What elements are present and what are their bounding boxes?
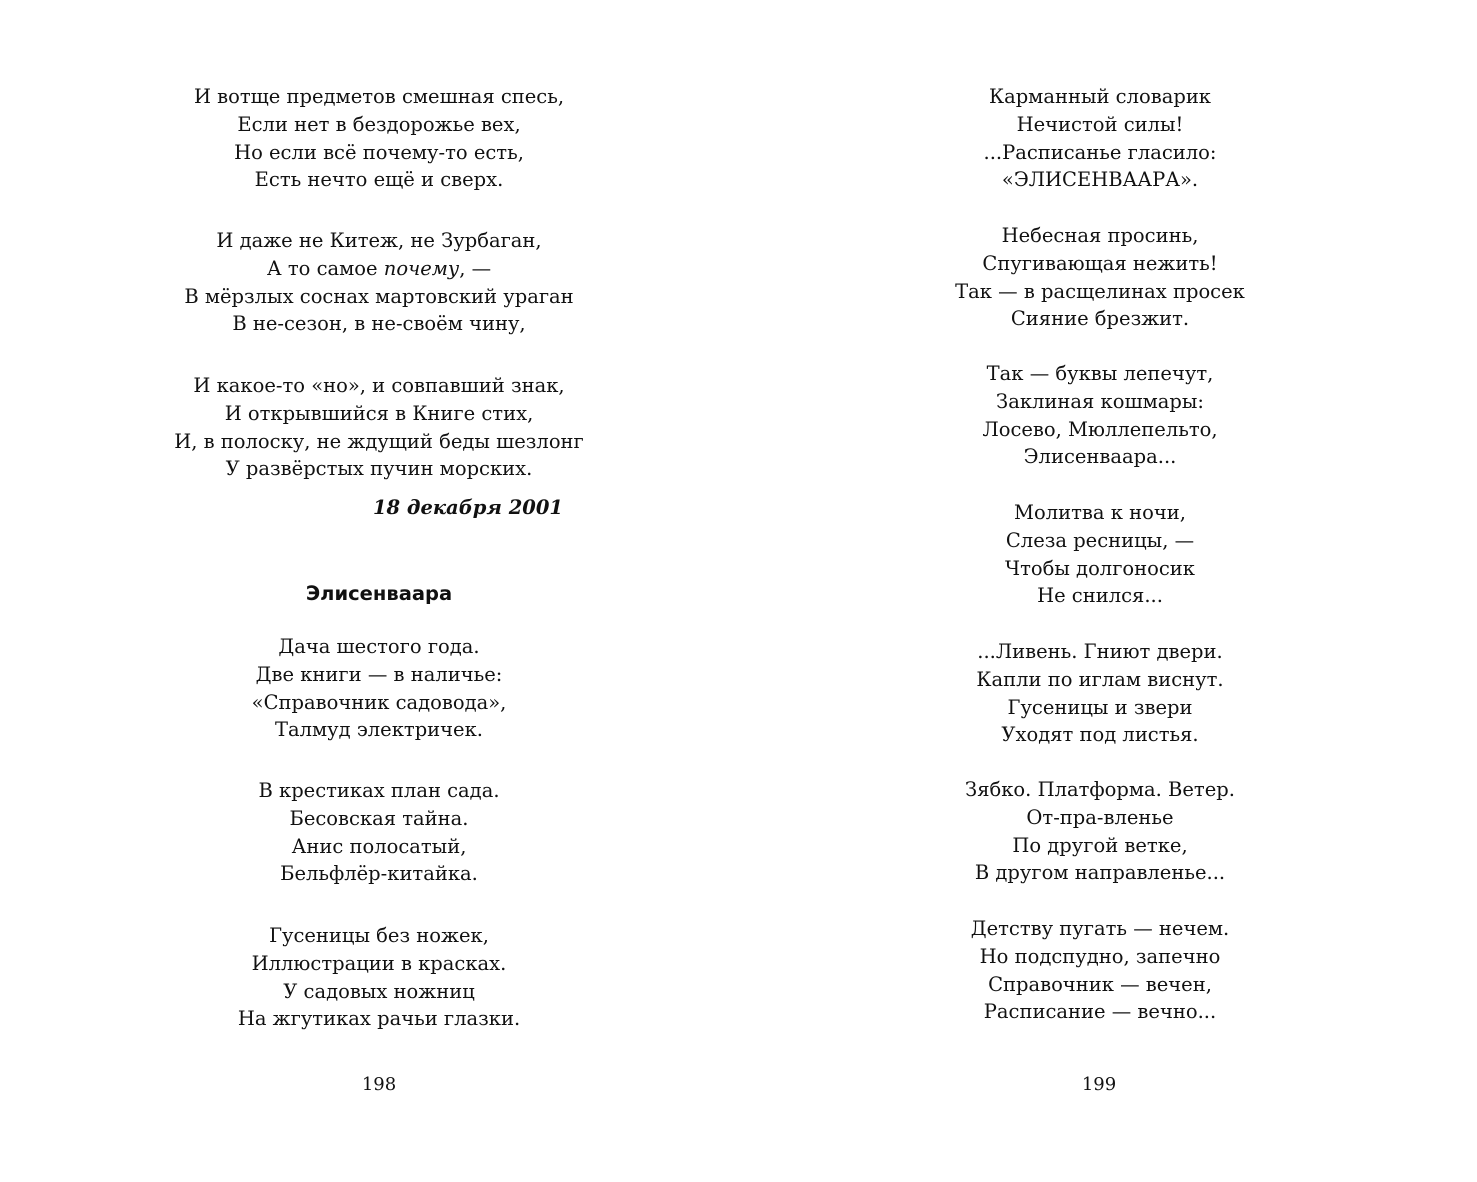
verse-line: Элисенваара... <box>1023 445 1177 469</box>
verse-line: Есть нечто ещё и сверх. <box>254 168 504 192</box>
stanza <box>252 633 507 744</box>
verse-line: У садовых ножниц <box>283 979 475 1003</box>
page-number: 198 <box>361 1074 397 1095</box>
stanza <box>971 915 1230 1026</box>
verse-line: Расписание — вечно... <box>983 1000 1217 1024</box>
verse-line: В крестиках план сада. <box>258 779 500 802</box>
verse-line: Заклиная кошмары: <box>996 389 1204 413</box>
stanza <box>1005 499 1195 610</box>
verse-line: Но подспудно, запечно <box>979 944 1221 968</box>
verse-line: И, в полоску, не ждущий беды шезлонг <box>174 429 584 453</box>
verse-line: В не-сезон, в не-своём чину, <box>232 312 526 336</box>
stanza <box>258 777 499 888</box>
verse-line <box>184 255 573 283</box>
verse-line: На жгутиках рачьи глазки. <box>237 1007 521 1031</box>
verse-line: У развёрстых пучин морских. <box>225 457 533 481</box>
verse-line: Нечистой силы! <box>1016 112 1184 136</box>
stanza <box>983 83 1216 194</box>
verse-line: И вотще предметов смешная спесь, <box>193 85 565 108</box>
stanza <box>184 227 573 338</box>
verse-line: Карманный словарик <box>988 85 1212 108</box>
verse-line: Слеза ресницы, — <box>1005 528 1195 552</box>
verse-text: А то самое <box>266 256 384 280</box>
verse-line: Сияние брезжит. <box>1010 307 1190 331</box>
verse-line: Две книги — в наличье: <box>255 662 503 686</box>
verse-line: Так — в расщелинах просек <box>955 279 1245 303</box>
verse-line: Спугивающая нежить! <box>982 251 1218 275</box>
verse-line: Гусеницы и звери <box>1007 695 1193 719</box>
verse-line: Гусеницы без ножек, <box>269 924 489 947</box>
poem-date: 18 декабря 2001 <box>372 496 563 519</box>
verse-line: По другой ветке, <box>1012 833 1188 857</box>
verse-line: Талмуд электричек. <box>275 718 483 742</box>
verse-line: Анис полосатый, <box>291 834 467 858</box>
verse-line: ...Расписанье гласило: <box>983 140 1217 164</box>
stanza <box>976 638 1223 749</box>
verse-line: И какое-то «но», и совпавший знак, <box>193 374 565 397</box>
verse-line: Не снился... <box>1037 584 1163 608</box>
stanza <box>174 372 584 483</box>
verse-line: Справочник — вечен, <box>988 972 1212 996</box>
verse-line: Детству пугать — нечем. <box>970 917 1230 940</box>
verse-line: Если нет в бездорожье вех, <box>237 112 521 136</box>
verse-line: Так — буквы лепечут, <box>986 362 1214 385</box>
stanza <box>955 222 1245 333</box>
poem-title: Элисенваара <box>305 582 453 605</box>
verse-line: Уходят под листья. <box>1001 723 1199 747</box>
verse-line: И даже не Китеж, не Зурбаган, <box>216 229 542 252</box>
verse-text: , — <box>459 256 492 280</box>
italic-word: почему <box>383 256 460 280</box>
verse-line: Иллюстрации в красках. <box>251 951 507 975</box>
verse-line: В мёрзлых соснах мартовский ураган <box>184 284 574 308</box>
verse-line: И открывшийся в Книге стих, <box>224 401 534 425</box>
verse-line: Капли по иглам виснут. <box>976 667 1224 691</box>
verse-line: От-пра-вленье <box>1026 805 1174 829</box>
stanza <box>982 360 1217 471</box>
left-page <box>0 0 738 1182</box>
verse-line: Зябко. Платформа. Ветер. <box>965 778 1235 801</box>
verse-line: Чтобы долгоносик <box>1005 556 1195 580</box>
page-number: 199 <box>1081 1074 1117 1095</box>
verse-line: Небесная просинь, <box>1001 224 1199 247</box>
verse-line: Но если всё почему-то есть, <box>234 140 524 164</box>
right-page <box>739 0 1477 1182</box>
verse-line: Молитва к ночи, <box>1014 501 1186 524</box>
verse-line: Дача шестого года. <box>278 635 480 658</box>
verse-line: ...Ливень. Гниют двери. <box>977 640 1223 663</box>
verse-line: Лосево, Мюллепельто, <box>982 417 1218 441</box>
stanza <box>194 83 564 194</box>
verse-line: Бельфлёр-китайка. <box>280 862 478 886</box>
verse-line: «ЭЛИСЕНВААРА». <box>1001 168 1199 192</box>
verse-line: Бесовская тайна. <box>289 806 469 830</box>
verse-line: В другом направленье... <box>974 861 1226 885</box>
stanza <box>238 922 520 1033</box>
stanza <box>965 776 1235 887</box>
verse-line: «Справочник садовода», <box>251 690 507 714</box>
